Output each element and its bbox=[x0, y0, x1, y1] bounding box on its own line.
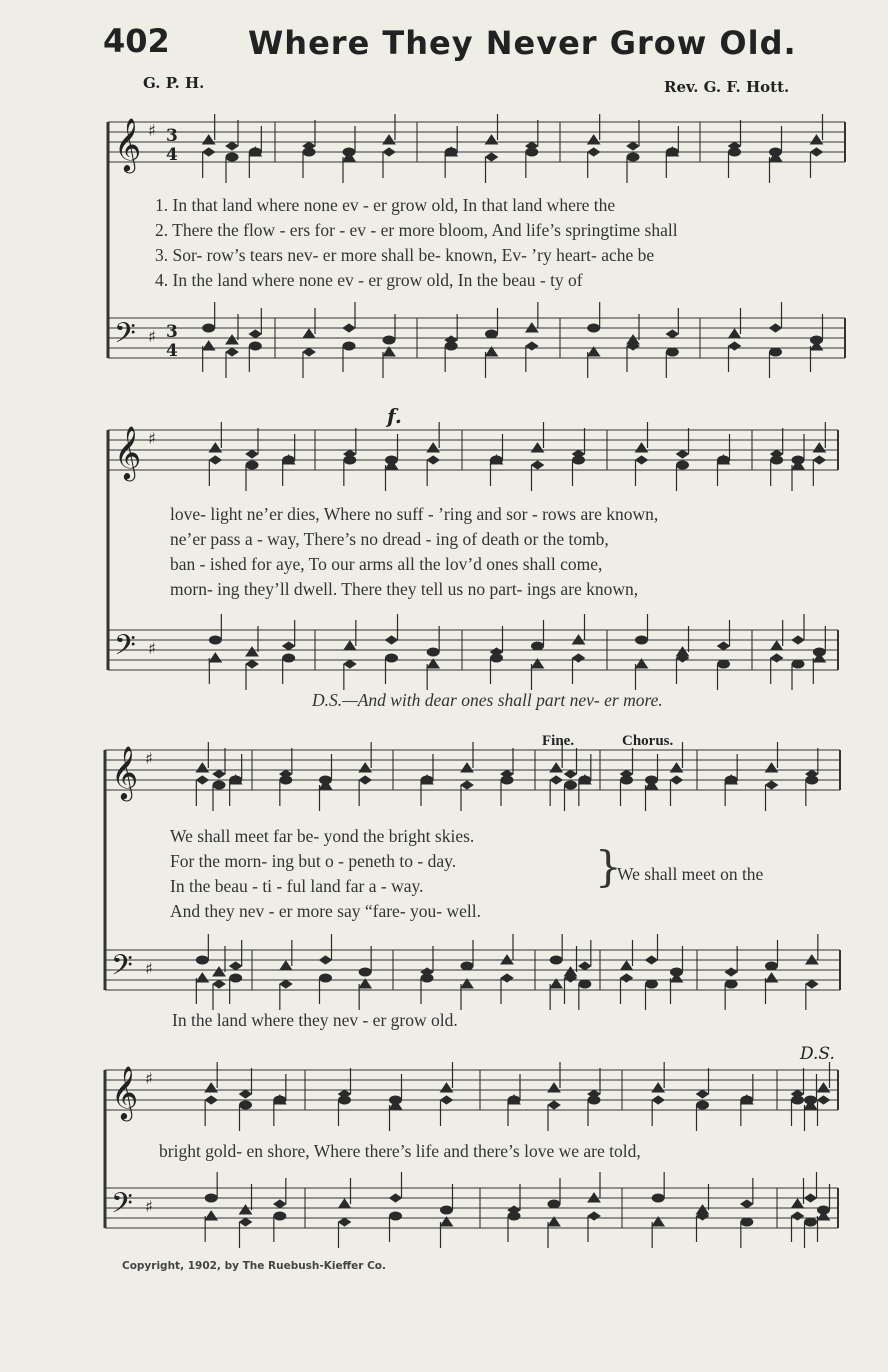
shape-note bbox=[203, 324, 215, 332]
shape-note bbox=[386, 636, 398, 644]
shape-note bbox=[339, 1218, 351, 1226]
ds-lyric-line: D.S.—And with dear ones shall part nev- er more. bbox=[312, 690, 663, 710]
shape-note bbox=[445, 342, 457, 350]
shape-note bbox=[230, 974, 242, 982]
shape-note bbox=[792, 1199, 804, 1208]
sharp-icon: ♯ bbox=[145, 749, 153, 768]
shape-note bbox=[729, 148, 741, 156]
shape-note bbox=[818, 1096, 830, 1104]
shape-note bbox=[386, 654, 398, 662]
shape-note bbox=[725, 968, 737, 976]
shape-note bbox=[274, 1200, 286, 1208]
verse-3-line-2: ban - ished for aye, To our arms all the lov’d ones shall come, bbox=[170, 554, 603, 574]
verse-2-line-1: 2. There the flow - ers for - ev - er more bloom, And life’s springtime shall bbox=[155, 220, 678, 240]
shape-note bbox=[230, 962, 242, 970]
shape-note bbox=[339, 1096, 351, 1104]
shape-note bbox=[806, 776, 818, 784]
sharp-icon: ♯ bbox=[145, 1197, 153, 1216]
shape-note bbox=[359, 968, 371, 976]
shape-note bbox=[209, 456, 221, 464]
shape-note bbox=[671, 763, 683, 772]
shape-note bbox=[792, 636, 804, 644]
sharp-icon: ♯ bbox=[148, 121, 156, 140]
shape-note bbox=[383, 148, 395, 156]
shape-note bbox=[697, 1101, 709, 1109]
shape-note bbox=[491, 654, 503, 662]
sharp-icon: ♯ bbox=[145, 959, 153, 978]
shape-note bbox=[240, 1090, 252, 1098]
sharp-icon: ♯ bbox=[148, 429, 156, 448]
shape-note bbox=[588, 135, 600, 144]
shape-note bbox=[359, 776, 371, 784]
verse-3-line-3: In the beau - ti - ful land far a - way. bbox=[170, 876, 424, 896]
shape-note bbox=[283, 642, 295, 650]
shape-note bbox=[205, 1211, 217, 1220]
shape-note bbox=[805, 1194, 817, 1202]
verse-1-line-2: love- light ne’er dies, Where no suff - ’ring and sor - rows are known, bbox=[170, 504, 659, 524]
shape-note bbox=[303, 348, 315, 356]
shape-note bbox=[741, 1200, 753, 1208]
shape-note bbox=[729, 342, 741, 350]
shape-note bbox=[280, 776, 292, 784]
shape-note bbox=[652, 1083, 664, 1092]
bass-clef-icon: 𝄢 bbox=[114, 629, 136, 669]
shape-note bbox=[621, 961, 633, 970]
sharp-icon: ♯ bbox=[148, 639, 156, 658]
shape-note bbox=[226, 348, 238, 356]
shape-note bbox=[461, 962, 473, 970]
shape-note bbox=[725, 980, 737, 988]
sharp-icon: ♯ bbox=[148, 327, 156, 346]
shape-note bbox=[813, 456, 825, 464]
time-signature: 3 bbox=[166, 126, 178, 146]
shape-note bbox=[718, 660, 730, 668]
shape-note bbox=[627, 142, 639, 150]
shape-note bbox=[359, 763, 371, 772]
shape-note bbox=[486, 330, 498, 338]
shape-note bbox=[209, 636, 221, 644]
shape-note bbox=[813, 443, 825, 452]
shape-note bbox=[646, 980, 658, 988]
shape-note bbox=[383, 135, 395, 144]
shape-note bbox=[766, 973, 778, 982]
shape-note bbox=[196, 956, 208, 964]
shape-note bbox=[565, 781, 577, 789]
shape-note bbox=[205, 1194, 217, 1202]
shape-note bbox=[344, 660, 356, 668]
shape-note bbox=[771, 456, 783, 464]
shape-note bbox=[792, 660, 804, 668]
shape-note bbox=[766, 781, 778, 789]
shape-note bbox=[196, 763, 208, 772]
shape-note bbox=[427, 648, 439, 656]
shape-note bbox=[196, 973, 208, 982]
shape-note bbox=[343, 342, 355, 350]
shape-note bbox=[636, 456, 648, 464]
shape-note bbox=[486, 153, 498, 161]
shape-note bbox=[806, 980, 818, 988]
dynamic-forte: f. bbox=[387, 404, 402, 428]
verse-3-line-1: 3. Sor- row’s tears nev- er more shall be- known, Ev- ’ry heart- ache be bbox=[155, 245, 655, 265]
bass-clef-icon: 𝄢 bbox=[111, 1187, 133, 1227]
shape-note bbox=[240, 1101, 252, 1109]
shape-note bbox=[771, 654, 783, 662]
shape-note bbox=[274, 1212, 286, 1220]
shape-note bbox=[741, 1218, 753, 1226]
treble-clef-icon: 𝄞 bbox=[111, 1065, 139, 1119]
shape-note bbox=[770, 348, 782, 356]
shape-note bbox=[526, 342, 538, 350]
shape-note bbox=[320, 956, 332, 964]
copyright-notice: Copyright, 1902, by The Ruebush-Kieffer Co. bbox=[122, 1260, 386, 1272]
shape-note bbox=[461, 763, 473, 772]
shape-note bbox=[240, 1218, 252, 1226]
shape-note bbox=[677, 461, 689, 469]
shape-note bbox=[818, 1083, 830, 1092]
shape-note bbox=[565, 770, 577, 778]
shape-note bbox=[203, 135, 215, 144]
shape-note bbox=[501, 776, 513, 784]
shape-note bbox=[766, 763, 778, 772]
shape-note bbox=[203, 148, 215, 156]
time-signature: 4 bbox=[166, 145, 178, 165]
shape-note bbox=[550, 763, 562, 772]
shape-note bbox=[677, 450, 689, 458]
fine-label: Fine. bbox=[542, 733, 575, 749]
shape-note bbox=[718, 642, 730, 650]
shape-note bbox=[339, 1199, 351, 1208]
treble-clef-icon: 𝄞 bbox=[114, 117, 142, 171]
shape-note bbox=[303, 148, 315, 156]
shape-note bbox=[320, 974, 332, 982]
shape-note bbox=[390, 1194, 402, 1202]
shape-note bbox=[588, 1096, 600, 1104]
shape-note bbox=[573, 456, 585, 464]
shape-note bbox=[526, 148, 538, 156]
shape-note bbox=[246, 647, 258, 656]
shape-note bbox=[550, 776, 562, 784]
shape-note bbox=[532, 443, 544, 452]
shape-note bbox=[548, 1083, 560, 1092]
shape-note bbox=[508, 1212, 520, 1220]
treble-clef-icon: 𝄞 bbox=[111, 745, 139, 799]
hymn-title: Where They Never Grow Old. bbox=[248, 24, 797, 62]
composer-right: Rev. G. F. Hott. bbox=[664, 78, 790, 96]
time-signature: 4 bbox=[166, 341, 178, 361]
bass-clef-icon: 𝄢 bbox=[111, 949, 133, 989]
shape-note bbox=[427, 456, 439, 464]
shape-note bbox=[636, 636, 648, 644]
shape-note bbox=[280, 961, 292, 970]
shape-note bbox=[811, 148, 823, 156]
shape-note bbox=[652, 1096, 664, 1104]
sharp-icon: ♯ bbox=[145, 1069, 153, 1088]
chorus-label: Chorus. bbox=[622, 733, 674, 749]
shape-note bbox=[303, 329, 315, 338]
shape-note bbox=[666, 348, 678, 356]
shape-note bbox=[573, 654, 585, 662]
shape-note bbox=[390, 1212, 402, 1220]
shape-note bbox=[209, 653, 221, 662]
shape-note bbox=[646, 956, 658, 964]
shape-note bbox=[766, 962, 778, 970]
shape-note bbox=[461, 781, 473, 789]
shape-note bbox=[213, 980, 225, 988]
shape-note bbox=[213, 967, 225, 976]
shape-note bbox=[792, 1212, 804, 1220]
shape-note bbox=[226, 335, 238, 344]
page-number: 402 bbox=[103, 22, 170, 60]
verse-brace: } bbox=[595, 842, 622, 891]
shape-note bbox=[205, 1096, 217, 1104]
shape-note bbox=[283, 654, 295, 662]
shape-note bbox=[486, 135, 498, 144]
composer-left: G. P. H. bbox=[143, 74, 205, 92]
shape-note bbox=[652, 1194, 664, 1202]
shape-note bbox=[771, 641, 783, 650]
shape-note bbox=[421, 974, 433, 982]
shape-note bbox=[729, 329, 741, 338]
treble-clef-icon: 𝄞 bbox=[114, 425, 142, 479]
shape-note bbox=[588, 1212, 600, 1220]
shape-note bbox=[792, 1096, 804, 1104]
shape-note bbox=[205, 1083, 217, 1092]
shape-note bbox=[213, 781, 225, 789]
shape-note bbox=[666, 330, 678, 338]
verse-4-line-1: 4. In the land where none ev - er grow old, In the beau - ty of bbox=[155, 270, 583, 290]
shape-note bbox=[226, 142, 238, 150]
shape-note bbox=[588, 148, 600, 156]
shape-note bbox=[343, 324, 355, 332]
verse-4-line-2: morn- ing they’ll dwell. There they tell us no part- ings are known, bbox=[170, 579, 639, 599]
shape-note bbox=[249, 330, 261, 338]
shape-note bbox=[636, 443, 648, 452]
shape-note bbox=[427, 443, 439, 452]
verse-2-line-2: ne’er pass a - way, There’s no dread - ing of death or the tomb, bbox=[170, 529, 609, 549]
shape-note bbox=[246, 450, 258, 458]
bass-lyric-line: In the land where they nev - er grow old. bbox=[172, 1010, 458, 1030]
shape-note bbox=[697, 1090, 709, 1098]
shape-note bbox=[240, 1205, 252, 1214]
shape-note bbox=[344, 456, 356, 464]
shape-note bbox=[246, 660, 258, 668]
shape-note bbox=[196, 776, 208, 784]
verse-1-line-3: We shall meet far be- yond the bright skies. bbox=[170, 826, 475, 846]
chorus-lyric-2: bright gold- en shore, Where there’s life and there’s love we are told, bbox=[159, 1141, 641, 1161]
shape-note bbox=[579, 980, 591, 988]
shape-note bbox=[671, 776, 683, 784]
shape-note bbox=[246, 461, 258, 469]
ds-marking: D.S. bbox=[800, 1044, 835, 1064]
shape-note bbox=[579, 962, 591, 970]
shape-note bbox=[811, 135, 823, 144]
shape-note bbox=[213, 770, 225, 778]
verse-1-line-1: 1. In that land where none ev - er grow old, In that land where the bbox=[155, 195, 616, 215]
shape-note bbox=[550, 956, 562, 964]
shape-note bbox=[441, 1096, 453, 1104]
shape-note bbox=[501, 974, 513, 982]
verse-4-line-3: And they nev - er more say “fare- you- well. bbox=[170, 901, 481, 921]
shape-note bbox=[621, 776, 633, 784]
bass-clef-icon: 𝄢 bbox=[114, 317, 136, 357]
shape-note bbox=[532, 461, 544, 469]
shape-note bbox=[548, 1200, 560, 1208]
shape-note bbox=[548, 1101, 560, 1109]
chorus-lyric-1: We shall meet on the bbox=[617, 864, 764, 884]
shape-note bbox=[627, 153, 639, 161]
shape-note bbox=[249, 342, 261, 350]
shape-note bbox=[226, 153, 238, 161]
shape-note bbox=[588, 324, 600, 332]
time-signature: 3 bbox=[166, 322, 178, 342]
shape-note bbox=[770, 324, 782, 332]
shape-note bbox=[621, 974, 633, 982]
shape-note bbox=[532, 642, 544, 650]
shape-note bbox=[280, 980, 292, 988]
shape-note bbox=[441, 1083, 453, 1092]
shape-note bbox=[805, 1218, 817, 1226]
shape-note bbox=[203, 341, 215, 350]
shape-note bbox=[344, 641, 356, 650]
shape-note bbox=[383, 336, 395, 344]
shape-note bbox=[441, 1206, 453, 1214]
verse-2-line-3: For the morn- ing but o - peneth to - day. bbox=[170, 851, 457, 871]
shape-note bbox=[209, 443, 221, 452]
